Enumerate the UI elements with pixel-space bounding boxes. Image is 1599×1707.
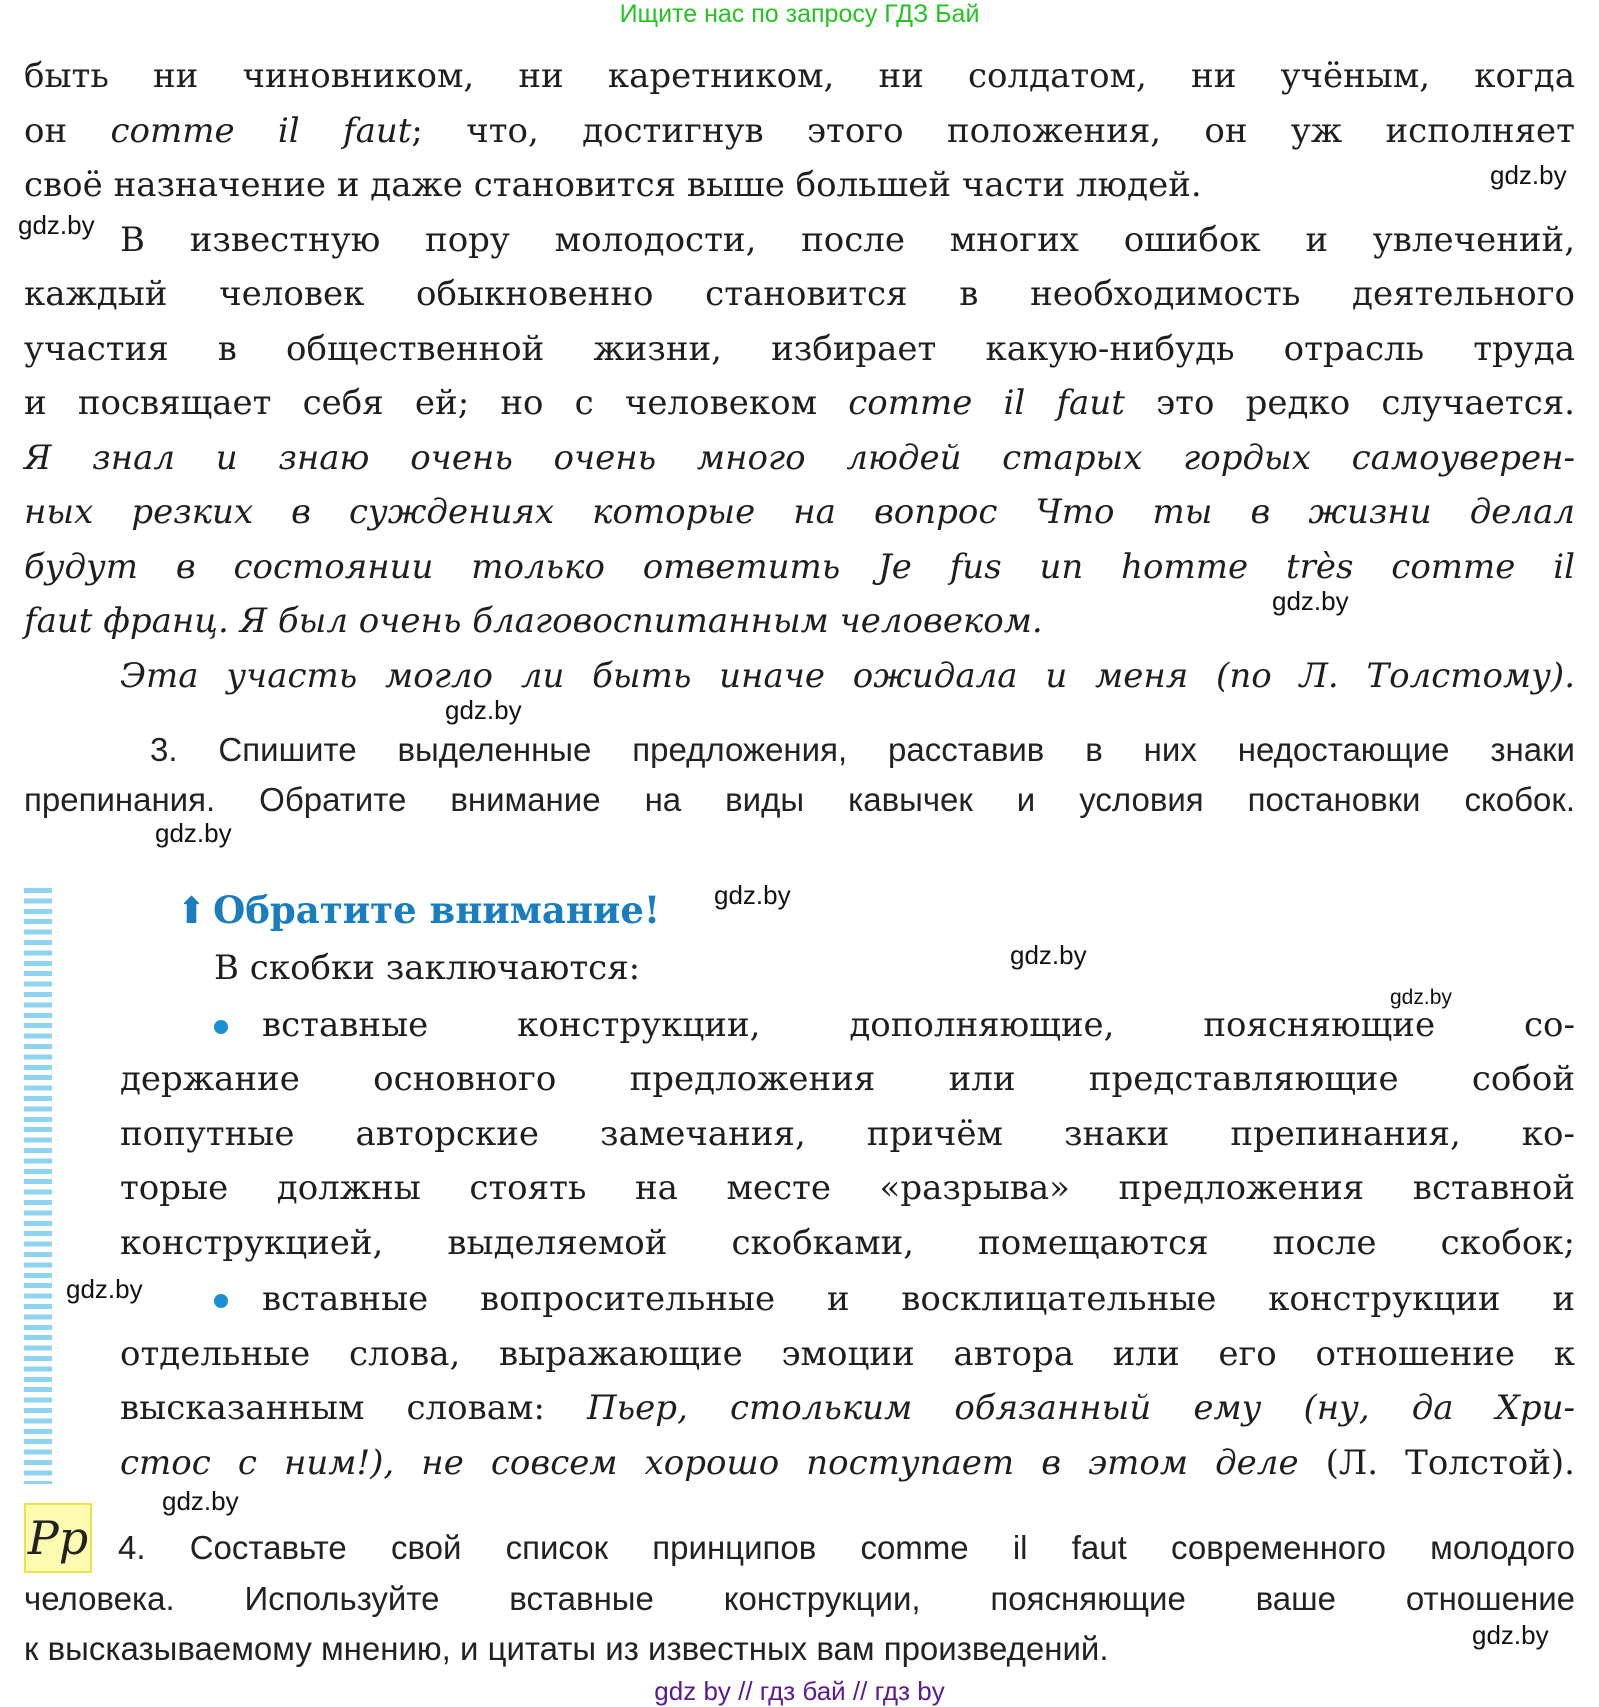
notice-bullet-line [120, 1443, 1575, 1483]
notice-bullet-line [214, 1005, 1575, 1045]
paragraph-line [24, 165, 1460, 205]
text-segment: faut франц. Я был очень благовоспитанным человеком. [24, 601, 1043, 641]
bullet-icon [214, 1020, 228, 1034]
footer-links[interactable]: gdz by // гдз бай // гдз by [654, 1676, 945, 1706]
text-segment: это редко случается. [1124, 383, 1575, 423]
text-segment: (Л. Толстой). [1298, 1443, 1575, 1483]
text-segment: Я знал и знаю очень очень много людей старых гордых самоуверен- [24, 438, 1575, 478]
text-segment: отдельные слова, выражающие эмоции автора или его отношение к [120, 1334, 1575, 1374]
text-segment: своё назначение и даже становится выше большей части людей. [24, 165, 1202, 205]
paragraph-line [120, 220, 1575, 260]
paragraph-line [24, 492, 1575, 532]
notice-bullet-line [120, 1223, 1575, 1263]
text-segment: торые должны стоять на месте «разрыва» предложения вставной [120, 1168, 1575, 1208]
text-segment: comme il faut [848, 383, 1125, 423]
watermark: gdz.by [1010, 940, 1087, 970]
watermark: gdz.by [1490, 160, 1567, 190]
task4-line: 4. Составьте свой список принципов comme il faut современного молодого [118, 1529, 1575, 1566]
text-segment: ных резких в суждениях которые на вопрос Что ты в жизни делал [24, 492, 1575, 532]
text-segment: В известную пору молодости, после многих ошибок и увлечений, [120, 220, 1575, 260]
paragraph-line [24, 383, 1575, 423]
task3-line: препинания. Обратите внимание на виды кавычек и условия постановки скобок. [24, 781, 1575, 818]
paragraph-line [24, 56, 1575, 96]
text-segment: держание основного предложения или представляющие собой [120, 1059, 1575, 1099]
task4-line: человека. Используйте вставные конструкции, поясняющие ваше отношение [24, 1580, 1575, 1617]
notice-bullet-line [120, 1114, 1575, 1154]
notice-heading-text: Обратите внимание! [213, 888, 661, 932]
text-segment: вставные конструкции, дополняющие, поясняющие со- [262, 1005, 1575, 1045]
text-segment: высказанным словам: [120, 1388, 588, 1428]
notice-bullet-line [214, 1279, 1575, 1319]
text-segment: быть ни чиновником, ни каретником, ни солдатом, ни учёным, когда [24, 56, 1575, 96]
text-segment: попутные авторские замечания, причём знаки препинания, ко- [120, 1114, 1575, 1154]
notice-bullet-line [120, 1334, 1575, 1374]
text-segment: comme il faut [110, 111, 412, 151]
text-segment: Пьер, стольким обязанный ему (ну, да Хри- [587, 1388, 1576, 1428]
paragraph-line [24, 438, 1575, 478]
paragraph-line [24, 547, 1575, 587]
text-segment: ; что, достигнув этого положения, он уж исполняет [411, 111, 1575, 151]
paragraph-line [120, 656, 1575, 696]
text-segment: будут в состоянии только ответить Je fus un homme très comme il [24, 547, 1575, 587]
notice-intro: В скобки заключаются: [214, 948, 641, 988]
bullet-icon [214, 1294, 228, 1308]
text-segment: Эта участь могло ли быть иначе ожидала и меня (по Л. Толстому). [120, 656, 1575, 696]
notice-heading [176, 888, 660, 932]
watermark: gdz.by [445, 695, 522, 725]
watermark: gdz.by [1390, 986, 1452, 1009]
notice-stripe-decoration [24, 888, 52, 1484]
notice-bullet-line [120, 1388, 1575, 1428]
paragraph-line [24, 111, 1575, 151]
pr-icon: Pp [24, 1503, 92, 1573]
notice-bullet-line [120, 1059, 1575, 1099]
text-segment: стос с ним!), не совсем хорошо поступает в этом деле [120, 1443, 1299, 1483]
text-segment: участия в общественной жизни, избирает какую-нибудь отрасль труда [24, 329, 1575, 369]
watermark: gdz.by [1472, 1620, 1549, 1650]
watermark: gdz.by [714, 880, 791, 910]
paragraph-line [24, 274, 1575, 314]
watermark: gdz.by [162, 1486, 239, 1516]
arrow-up-icon: ⬆ [176, 888, 208, 932]
task3-line: 3. Спишите выделенные предложения, расставив в них недостающие знаки [150, 731, 1575, 768]
text-segment: каждый человек обыкновенно становится в необходимость деятельного [24, 274, 1575, 314]
watermark: gdz.by [1272, 586, 1349, 616]
top-banner[interactable]: Ищите нас по запросу ГДЗ Бай [619, 0, 980, 28]
text-segment: конструкцией, выделяемой скобками, помещаются после скобок; [120, 1223, 1575, 1263]
watermark: gdz.by [18, 210, 95, 240]
watermark: gdz.by [66, 1274, 143, 1304]
text-segment: вставные вопросительные и восклицательные конструкции и [262, 1279, 1575, 1319]
paragraph-line [24, 329, 1575, 369]
paragraph-line [24, 601, 1272, 641]
text-segment: и посвящает себя ей; но с человеком [24, 383, 849, 423]
text-segment: он [24, 111, 111, 151]
notice-bullet-line [120, 1168, 1575, 1208]
task4-line: к высказываемому мнению, и цитаты из известных вам произведений. [24, 1630, 1109, 1667]
watermark: gdz.by [155, 818, 232, 848]
